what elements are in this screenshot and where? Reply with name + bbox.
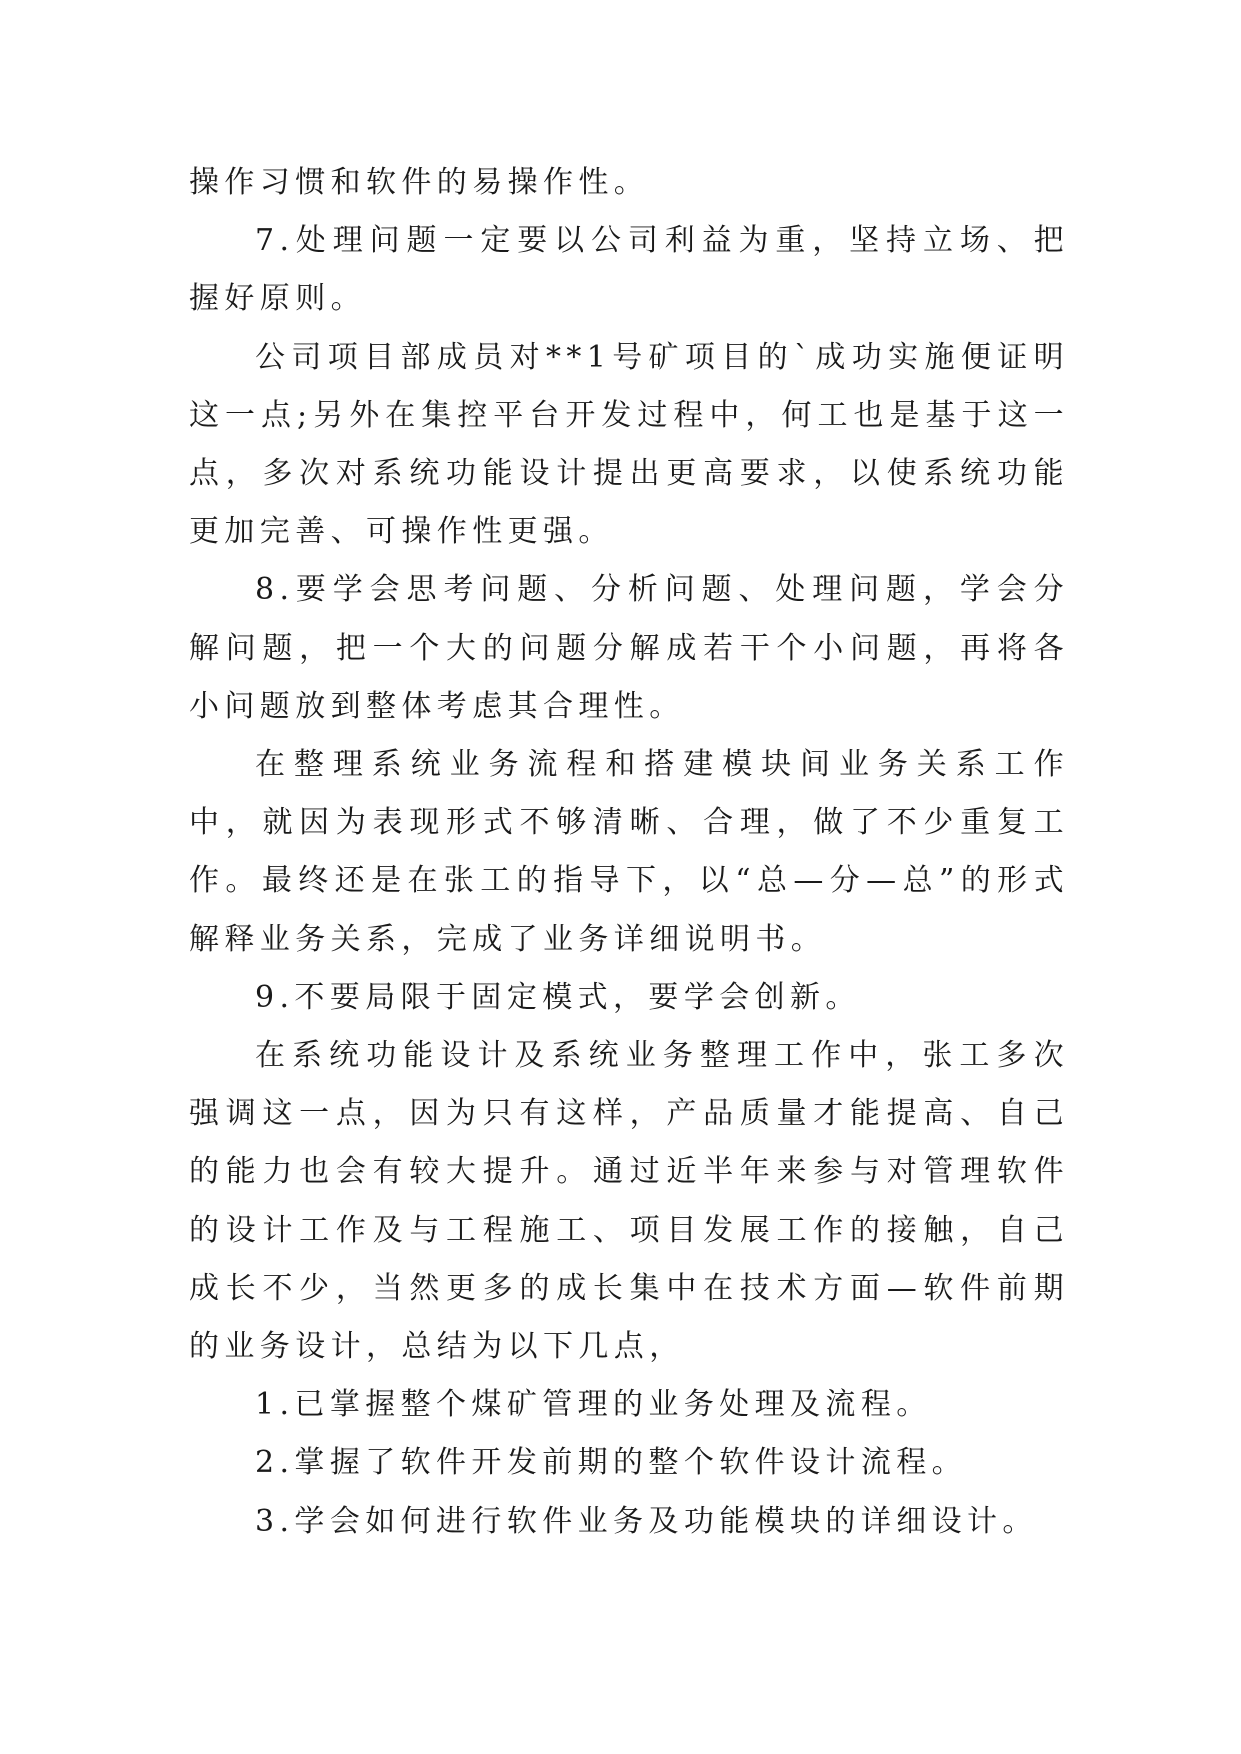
paragraph: 在系统功能设计及系统业务整理工作中，张工多次强调这一点，因为只有这样，产品质量才能提高、自己的能力也会有较大提升。通过近半年来参与对管理软件的设计工作及与工程施工、项目发展工作的接触，自己成长不少，当然更多的成长集中在技术方面—软件前期的业务设计，总结为以下几点， [189,1038,1069,1365]
paragraph: 1.已掌握整个煤矿管理的业务处理及流程。 [255,1387,932,1423]
paragraph: 7.处理问题一定要以公司利益为重，坚持立场、把握好原则。 [189,223,1069,317]
paragraph: 2.掌握了软件开发前期的整个软件设计流程。 [255,1445,968,1481]
paragraph: 在整理系统业务流程和搭建模块间业务关系工作中，就因为表现形式不够清晰、合理，做了不少重复工作。最终还是在张工的指导下，以“总—分—总”的形式解释业务关系，完成了业务详细说明书。 [189,747,1069,957]
paragraph: 9.不要局限于固定模式，要学会创新。 [255,979,861,1015]
paragraph: 8.要学会思考问题、分析问题、处理问题，学会分解问题，把一个大的问题分解成若干个小问题，再将各小问题放到整体考虑其合理性。 [189,572,1069,724]
paragraph: 3.学会如何进行软件业务及功能模块的详细设计。 [255,1503,1038,1539]
paragraph: 操作习惯和软件的易操作性。 [189,165,650,200]
paragraph: 公司项目部成员对**1号矿项目的`成功实施便证明这一点;另外在集控平台开发过程中，何工也是基于这一点，多次对系统功能设计提出更高要求，以使系统功能更加完善、可操作性更强。 [189,339,1069,550]
body-text [189,154,1069,1551]
